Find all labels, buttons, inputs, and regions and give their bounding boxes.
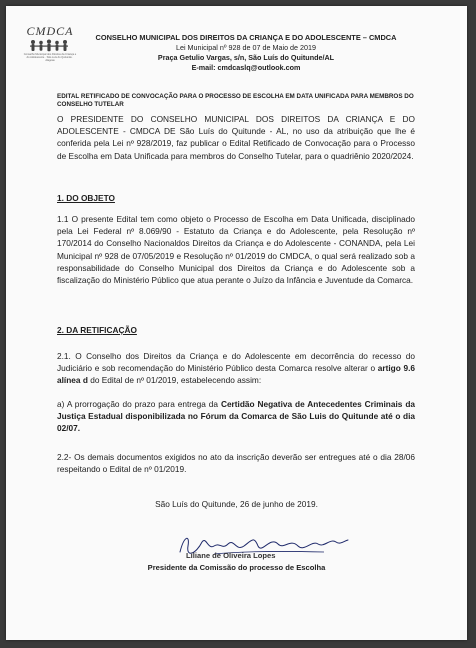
section1-title: 1. DO OBJETO bbox=[57, 193, 115, 203]
paragraph-2-2: 2.2- Os demais documentos exigidos no ato da inscrição deverão ser entregues até o dia 28/06 respeitando o Edital de nº 01/2019. bbox=[57, 452, 415, 475]
intro-paragraph: O PRESIDENTE DO CONSELHO MUNICIPAL DOS DIREITOS DA CRIANÇA E DO ADOLESCENTE - CMDCA DE São Luís do Quitunde - AL, no uso da atribuição que lhe é conferida pela Lei nº 928/2019, faz publicar o Edital Retificado de Convocação para o Processo de Escolha em Data Unificada para membros do Conselho Tutelar, para o quadriênio 2020/2024. bbox=[57, 114, 415, 161]
paragraph-a bbox=[57, 398, 415, 435]
seal-logo-text: CMDCA bbox=[26, 24, 74, 38]
p21-bold: artigo 9.6 alínea d bbox=[57, 363, 416, 386]
header-email: E-mail: cmdcaslq@outlook.com bbox=[191, 63, 301, 72]
signer-name: Liliane de Oliveira Lopes bbox=[186, 551, 276, 560]
children-figures-icon bbox=[28, 39, 72, 53]
header-org: CONSELHO MUNICIPAL DOS DIREITOS DA CRIANÇA E DO ADOLESCENTE – CMDCA bbox=[95, 33, 397, 42]
section1-paragraph: 1.1 O presente Edital tem como objeto o Processo de Escolha em Data Unificada, disciplinado pela Lei Federal nº 8.069/90 - Estatuto da Criança e do Adolescente, pela Resolução nº 170/2014 do Conselho Nacionaldos Direitos da Criança e do Adolescente - CONANDA, pela Lei Municipal nº 928 de 07/05/2019 e Resolução nº 01/2019 do CMDCA, o qual será realizado sob a responsabilidade do Conselho Municipal dos Direitos da Criança e do Adolescente sob a fiscalização do Ministério Público que atua perante o Juízo da Infância e Juventude da Comarca. bbox=[57, 214, 415, 286]
p21-end: do Edital de nº 01/2019, estabelecendo assim: bbox=[87, 375, 262, 386]
header-address: Praça Getulio Vargas, s/n, São Luís do Quitunde/AL bbox=[157, 53, 335, 62]
document-page bbox=[6, 6, 467, 640]
section2-title: 2. DA RETIFICAÇÃO bbox=[57, 325, 137, 335]
pa-bold: Certidão Negativa de Antecedentes Criminais da Justiça Estadual disponibilizada no Fórum da Comarca de São Luis do Quitunde até o dia 02/07. bbox=[57, 399, 415, 434]
letterhead bbox=[86, 33, 406, 73]
paragraph-2-1 bbox=[57, 350, 415, 387]
date-city: São Luís do Quitunde, 26 de junho de 2019. bbox=[155, 499, 318, 509]
cmdca-seal bbox=[22, 24, 78, 72]
signer-role: Presidente da Comissão do processo de Escolha bbox=[147, 563, 326, 572]
header-law: Lei Municipal nº 928 de 07 de Maio de 2019 bbox=[175, 43, 317, 52]
edital-subject: EDITAL RETIFICADO DE CONVOCAÇÃO PARA O PROCESSO DE ESCOLHA EM DATA UNIFICADA PARA MEMBROS DO CONSELHO TUTELAR bbox=[57, 93, 414, 108]
pa-start: a) A prorrogação do prazo para entrega da bbox=[57, 399, 221, 409]
seal-caption: Conselho Municipal dos Direitos da Criança e do Adolescente · São Luís do Quitunde · Alagoas bbox=[23, 53, 77, 62]
p21-start: 2.1. O Conselho dos Direitos da Criança e do Adolescente em decorrência do recesso do Judiciário e sob recomendação do Ministério Público desta Comarca resolve alterar o bbox=[57, 351, 415, 374]
